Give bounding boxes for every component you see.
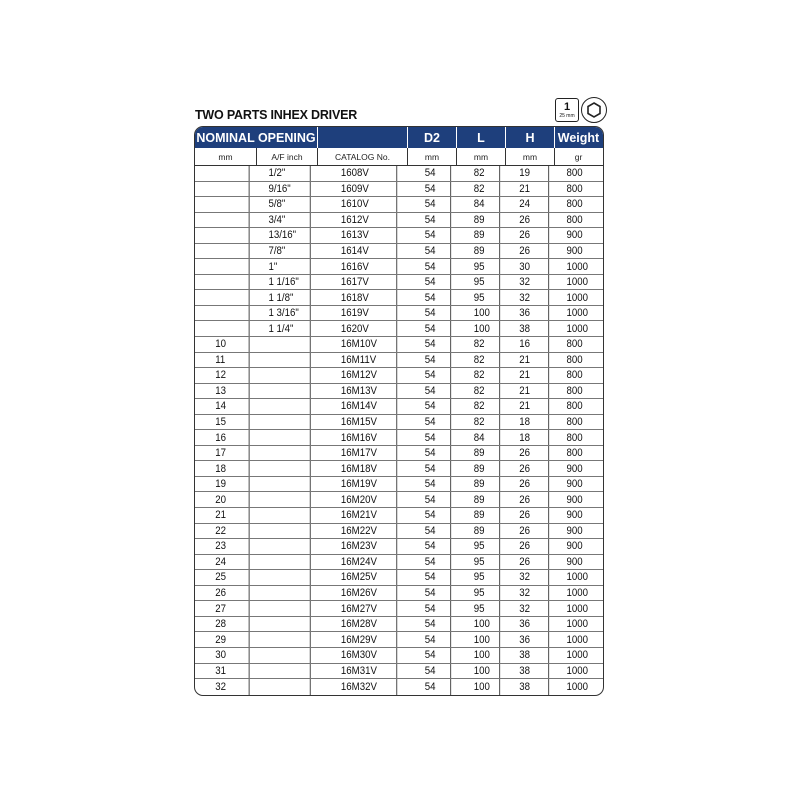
cell-af-inch	[257, 399, 311, 414]
table-row	[195, 259, 603, 275]
cell-af-inch	[257, 415, 311, 430]
subheader-catalog: CATALOG No.	[318, 148, 408, 165]
subheader-weight-unit: gr	[574, 151, 583, 162]
cell-d2: 54	[408, 601, 451, 616]
cell-weight: 1000	[566, 260, 588, 273]
cell-d2: 54	[408, 290, 451, 305]
cell-mm: 28	[195, 617, 250, 632]
cell-l: 89	[457, 524, 500, 539]
cell-af-inch	[257, 461, 311, 476]
header-nominal-opening: NOMINAL OPENING	[195, 127, 318, 148]
cell-af-inch	[257, 570, 311, 585]
cell-d2: 54	[408, 679, 451, 695]
cell-mm: 13	[195, 384, 250, 399]
header-catalog-blank	[318, 127, 408, 148]
cell-weight: 1000	[566, 680, 588, 693]
cell-mm: 16	[195, 430, 250, 445]
cell-h: 38	[506, 664, 549, 679]
header-h: H	[506, 127, 555, 148]
cell-catalog: 1614V	[318, 244, 397, 259]
cell-weight: 1000	[566, 633, 588, 646]
page-title: TWO PARTS INHEX DRIVER	[195, 108, 358, 122]
cell-catalog: 16M27V	[318, 601, 397, 616]
drive-size-box	[555, 98, 579, 122]
cell-catalog: 1609V	[318, 182, 397, 197]
cell-d2: 54	[408, 182, 451, 197]
subheader-d2-unit: mm	[408, 148, 457, 165]
cell-weight: 800	[566, 384, 583, 397]
cell-mm	[195, 244, 250, 259]
cell-mm	[195, 321, 250, 336]
table-row	[195, 275, 603, 291]
cell-d2: 54	[408, 524, 451, 539]
cell-l: 100	[457, 664, 500, 679]
table-row	[195, 337, 603, 353]
cell-af-inch: 1"	[257, 259, 311, 274]
cell-af-inch: 1/2"	[257, 166, 311, 181]
cell-weight: 800	[566, 400, 583, 413]
header-weight: Weight	[557, 130, 600, 145]
cell-d2: 54	[408, 664, 451, 679]
cell-mm	[195, 197, 250, 212]
cell-af-inch	[257, 492, 311, 507]
cell-weight: 800	[566, 447, 583, 460]
cell-l: 82	[457, 368, 500, 383]
cell-weight: 1000	[566, 291, 588, 304]
table-row	[195, 570, 603, 586]
cell-l: 89	[457, 492, 500, 507]
cell-h: 30	[506, 259, 549, 274]
cell-af-inch: 5/8"	[257, 197, 311, 212]
cell-weight: 1000	[566, 307, 588, 320]
cell-catalog: 16M26V	[318, 586, 397, 601]
cell-d2: 54	[408, 477, 451, 492]
table-row	[195, 197, 603, 213]
cell-l: 84	[457, 430, 500, 445]
cell-weight: 800	[566, 167, 583, 180]
cell-weight: 900	[566, 478, 583, 491]
cell-l: 89	[457, 446, 500, 461]
cell-h: 24	[506, 197, 549, 212]
table-row	[195, 290, 603, 306]
cell-weight: 1000	[566, 587, 588, 600]
cell-catalog: 16M16V	[318, 430, 397, 445]
cell-h: 21	[506, 182, 549, 197]
cell-h: 18	[506, 430, 549, 445]
table-row	[195, 539, 603, 555]
cell-af-inch	[257, 632, 311, 647]
cell-weight: 900	[566, 509, 583, 522]
cell-catalog: 1610V	[318, 197, 397, 212]
cell-catalog: 16M17V	[318, 446, 397, 461]
cell-d2: 54	[408, 632, 451, 647]
cell-catalog: 1613V	[318, 228, 397, 243]
table-header	[195, 127, 603, 148]
cell-h: 36	[506, 632, 549, 647]
cell-l: 95	[457, 570, 500, 585]
cell-mm: 21	[195, 508, 250, 523]
cell-h: 32	[506, 601, 549, 616]
cell-mm	[195, 290, 250, 305]
table-row	[195, 415, 603, 431]
table-row	[195, 679, 603, 695]
cell-af-inch	[257, 430, 311, 445]
cell-h: 36	[506, 617, 549, 632]
cell-catalog: 16M14V	[318, 399, 397, 414]
cell-h: 32	[506, 290, 549, 305]
table-body	[195, 166, 603, 695]
cell-l: 89	[457, 508, 500, 523]
cell-d2: 54	[408, 244, 451, 259]
cell-weight: 800	[566, 213, 583, 226]
cell-d2: 54	[408, 586, 451, 601]
cell-h: 26	[506, 244, 549, 259]
cell-l: 82	[457, 337, 500, 352]
cell-l: 100	[457, 648, 500, 663]
cell-af-inch: 1 1/8"	[257, 290, 311, 305]
cell-af-inch: 9/16"	[257, 182, 311, 197]
cell-weight: 800	[566, 431, 583, 444]
cell-l: 82	[457, 166, 500, 181]
cell-weight: 900	[566, 462, 583, 475]
cell-l: 95	[457, 259, 500, 274]
cell-weight: 800	[566, 198, 583, 211]
cell-mm: 14	[195, 399, 250, 414]
cell-mm: 29	[195, 632, 250, 647]
table-subheader	[195, 148, 603, 166]
cell-weight: 1000	[566, 602, 588, 615]
subheader-af-inch: A/F inch	[257, 148, 318, 165]
cell-af-inch	[257, 384, 311, 399]
cell-catalog: 16M19V	[318, 477, 397, 492]
cell-catalog: 1619V	[318, 306, 397, 321]
cell-mm	[195, 213, 250, 228]
cell-d2: 54	[408, 399, 451, 414]
cell-h: 38	[506, 321, 549, 336]
cell-mm	[195, 182, 250, 197]
cell-af-inch	[257, 586, 311, 601]
cell-h: 26	[506, 446, 549, 461]
cell-catalog: 16M13V	[318, 384, 397, 399]
cell-mm: 30	[195, 648, 250, 663]
cell-l: 95	[457, 586, 500, 601]
cell-catalog: 1617V	[318, 275, 397, 290]
cell-l: 89	[457, 228, 500, 243]
cell-d2: 54	[408, 617, 451, 632]
cell-weight: 900	[566, 555, 583, 568]
cell-h: 26	[506, 492, 549, 507]
cell-d2: 54	[408, 197, 451, 212]
cell-d2: 54	[408, 508, 451, 523]
cell-h: 21	[506, 384, 549, 399]
cell-af-inch	[257, 601, 311, 616]
cell-l: 95	[457, 539, 500, 554]
cell-h: 32	[506, 586, 549, 601]
cell-d2: 54	[408, 555, 451, 570]
table-row	[195, 399, 603, 415]
cell-catalog: 16M28V	[318, 617, 397, 632]
cell-catalog: 1612V	[318, 213, 397, 228]
cell-mm	[195, 275, 250, 290]
cell-l: 89	[457, 461, 500, 476]
table-row	[195, 228, 603, 244]
cell-catalog: 16M10V	[318, 337, 397, 352]
header-l: L	[457, 127, 506, 148]
table-row	[195, 321, 603, 337]
table-row	[195, 648, 603, 664]
cell-d2: 54	[408, 415, 451, 430]
cell-catalog: 16M32V	[318, 679, 397, 695]
cell-catalog: 16M20V	[318, 492, 397, 507]
cell-h: 21	[506, 368, 549, 383]
cell-l: 84	[457, 197, 500, 212]
cell-h: 21	[506, 399, 549, 414]
cell-l: 95	[457, 275, 500, 290]
cell-af-inch: 1 1/4"	[257, 321, 311, 336]
cell-l: 100	[457, 321, 500, 336]
cell-d2: 54	[408, 570, 451, 585]
cell-mm	[195, 259, 250, 274]
cell-af-inch	[257, 446, 311, 461]
cell-d2: 54	[408, 384, 451, 399]
cell-af-inch	[257, 648, 311, 663]
cell-af-inch: 1 3/16"	[257, 306, 311, 321]
table-row	[195, 446, 603, 462]
table-row	[195, 244, 603, 260]
cell-catalog: 16M21V	[318, 508, 397, 523]
subheader-mm: mm	[195, 148, 257, 165]
cell-l: 100	[457, 617, 500, 632]
cell-weight: 900	[566, 493, 583, 506]
cell-catalog: 16M25V	[318, 570, 397, 585]
cell-d2: 54	[408, 648, 451, 663]
table-row	[195, 632, 603, 648]
cell-d2: 54	[408, 213, 451, 228]
cell-af-inch: 13/16"	[257, 228, 311, 243]
cell-h: 26	[506, 477, 549, 492]
table-row	[195, 617, 603, 633]
header-d2: D2	[408, 127, 457, 148]
cell-mm: 24	[195, 555, 250, 570]
table-row	[195, 213, 603, 229]
cell-catalog: 1608V	[318, 166, 397, 181]
cell-h: 26	[506, 539, 549, 554]
cell-mm	[195, 306, 250, 321]
cell-l: 100	[457, 306, 500, 321]
cell-l: 82	[457, 384, 500, 399]
cell-mm: 17	[195, 446, 250, 461]
table-row	[195, 430, 603, 446]
cell-weight: 800	[566, 338, 583, 351]
cell-l: 95	[457, 601, 500, 616]
cell-catalog: 1616V	[318, 259, 397, 274]
cell-h: 26	[506, 555, 549, 570]
cell-weight: 900	[566, 524, 583, 537]
cell-mm: 23	[195, 539, 250, 554]
cell-l: 95	[457, 555, 500, 570]
cell-d2: 54	[408, 321, 451, 336]
subheader-h-unit: mm	[506, 148, 555, 165]
cell-mm: 27	[195, 601, 250, 616]
table-row	[195, 461, 603, 477]
cell-catalog: 16M18V	[318, 461, 397, 476]
table-row	[195, 477, 603, 493]
cell-h: 26	[506, 508, 549, 523]
cell-weight: 1000	[566, 276, 588, 289]
cell-mm: 15	[195, 415, 250, 430]
cell-h: 32	[506, 275, 549, 290]
cell-d2: 54	[408, 539, 451, 554]
subheader-l-unit: mm	[457, 148, 506, 165]
cell-mm: 20	[195, 492, 250, 507]
cell-mm	[195, 228, 250, 243]
cell-h: 38	[506, 648, 549, 663]
cell-d2: 54	[408, 228, 451, 243]
cell-h: 16	[506, 337, 549, 352]
cell-d2: 54	[408, 353, 451, 368]
cell-af-inch: 1 1/16"	[257, 275, 311, 290]
table-row	[195, 586, 603, 602]
table-row	[195, 306, 603, 322]
cell-weight: 900	[566, 245, 583, 257]
cell-mm: 12	[195, 368, 250, 383]
cell-catalog: 16M15V	[318, 415, 397, 430]
cell-h: 38	[506, 679, 549, 695]
drive-size-unit: 25 mm	[559, 112, 575, 119]
cell-catalog: 16M12V	[318, 368, 397, 383]
cell-af-inch	[257, 477, 311, 492]
cell-catalog: 16M23V	[318, 539, 397, 554]
cell-af-inch	[257, 337, 311, 352]
table-row	[195, 384, 603, 400]
cell-weight: 900	[566, 540, 583, 553]
socket-size-badge	[555, 97, 607, 123]
cell-catalog: 16M24V	[318, 555, 397, 570]
cell-mm: 32	[195, 679, 250, 695]
cell-weight: 1000	[566, 571, 588, 584]
table-row	[195, 508, 603, 524]
drive-size-number: 1	[563, 100, 571, 113]
table-row	[195, 166, 603, 182]
cell-af-inch	[257, 368, 311, 383]
cell-h: 19	[506, 166, 549, 181]
cell-catalog: 1620V	[318, 321, 397, 336]
cell-af-inch	[257, 679, 311, 695]
cell-weight: 900	[566, 229, 583, 242]
cell-l: 100	[457, 632, 500, 647]
cell-weight: 800	[566, 416, 583, 429]
cell-l: 82	[457, 353, 500, 368]
cell-af-inch	[257, 617, 311, 632]
cell-weight: 1000	[566, 322, 588, 335]
cell-mm: 11	[195, 353, 250, 368]
cell-catalog: 16M11V	[318, 353, 397, 368]
cell-h: 32	[506, 570, 549, 585]
table-row	[195, 492, 603, 508]
cell-catalog: 16M29V	[318, 632, 397, 647]
cell-af-inch	[257, 664, 311, 679]
cell-mm: 22	[195, 524, 250, 539]
cell-mm	[195, 166, 250, 181]
cell-d2: 54	[408, 368, 451, 383]
cell-h: 21	[506, 353, 549, 368]
cell-h: 26	[506, 461, 549, 476]
table-row	[195, 664, 603, 680]
cell-catalog: 16M30V	[318, 648, 397, 663]
cell-af-inch: 3/4"	[257, 213, 311, 228]
cell-af-inch	[257, 508, 311, 523]
cell-weight: 800	[566, 369, 583, 382]
cell-weight: 1000	[566, 649, 588, 662]
cell-h: 26	[506, 228, 549, 243]
cell-catalog: 16M22V	[318, 524, 397, 539]
cell-weight: 800	[566, 182, 583, 195]
cell-d2: 54	[408, 306, 451, 321]
cell-mm: 25	[195, 570, 250, 585]
cell-d2: 54	[408, 446, 451, 461]
cell-mm: 26	[195, 586, 250, 601]
table-row	[195, 353, 603, 369]
cell-l: 89	[457, 244, 500, 259]
cell-d2: 54	[408, 461, 451, 476]
cell-d2: 54	[408, 430, 451, 445]
cell-l: 95	[457, 290, 500, 305]
cell-af-inch	[257, 524, 311, 539]
cell-l: 89	[457, 213, 500, 228]
cell-mm: 10	[195, 337, 250, 352]
cell-h: 26	[506, 213, 549, 228]
hex-socket-icon	[581, 97, 607, 123]
cell-h: 18	[506, 415, 549, 430]
cell-af-inch	[257, 353, 311, 368]
table-row	[195, 182, 603, 198]
cell-d2: 54	[408, 275, 451, 290]
cell-l: 82	[457, 182, 500, 197]
cell-d2: 54	[408, 259, 451, 274]
cell-catalog: 16M31V	[318, 664, 397, 679]
cell-d2: 54	[408, 337, 451, 352]
table-row	[195, 368, 603, 384]
cell-h: 36	[506, 306, 549, 321]
cell-af-inch	[257, 555, 311, 570]
cell-l: 100	[457, 679, 500, 695]
cell-catalog: 1618V	[318, 290, 397, 305]
table-row	[195, 555, 603, 571]
cell-h: 26	[506, 524, 549, 539]
cell-l: 89	[457, 477, 500, 492]
cell-mm: 19	[195, 477, 250, 492]
table-row	[195, 601, 603, 617]
cell-mm: 18	[195, 461, 250, 476]
cell-weight: 1000	[566, 664, 588, 677]
spec-table	[194, 126, 604, 696]
cell-af-inch: 7/8"	[257, 244, 311, 259]
cell-d2: 54	[408, 492, 451, 507]
cell-l: 82	[457, 415, 500, 430]
cell-weight: 800	[566, 353, 583, 366]
cell-af-inch	[257, 539, 311, 554]
cell-l: 82	[457, 399, 500, 414]
cell-d2: 54	[408, 166, 451, 181]
cell-weight: 1000	[566, 618, 588, 631]
cell-mm: 31	[195, 664, 250, 679]
table-row	[195, 524, 603, 540]
